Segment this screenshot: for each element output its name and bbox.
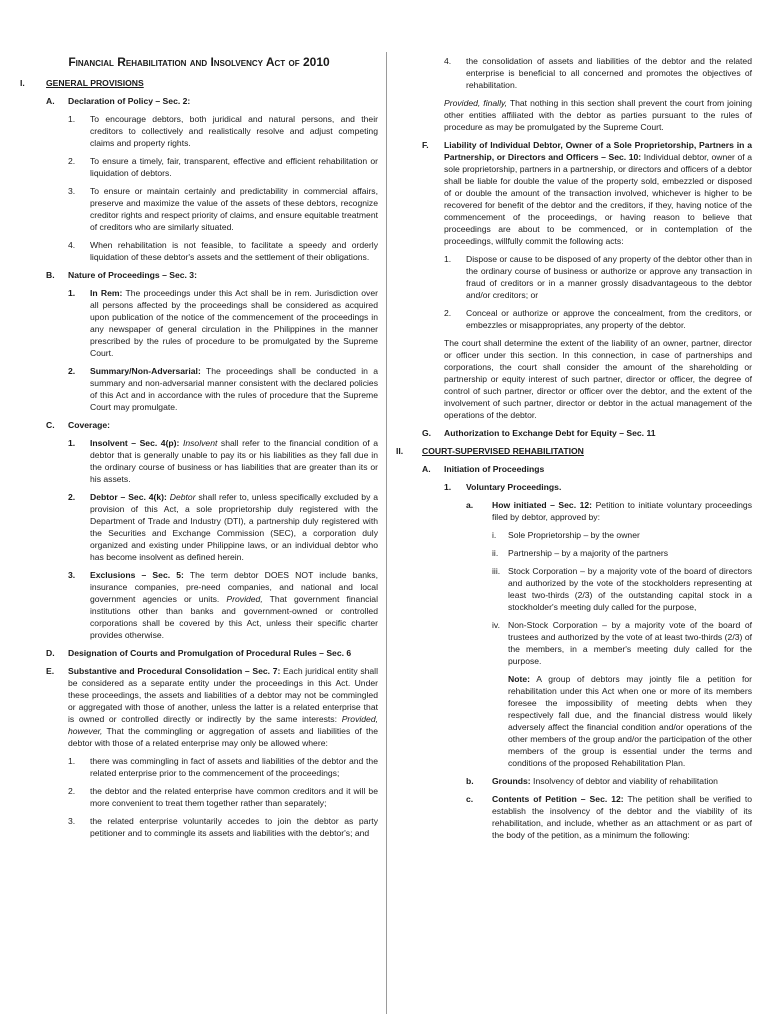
sub-item — [396, 547, 752, 559]
list-item-in-rem — [20, 287, 378, 359]
paragraph-text: Each juridical entity shall be considered as a separate entity under the proceedings in this Act. Under these proceedings, the assets and liabilities of a debtor may not be commingled or aggregated with those of another, unless the latter is a related enterprise that is owned or controlled directly or indirectly by the same interests: — [68, 666, 378, 724]
section-number: I. — [20, 78, 25, 88]
heading-letter: E. — [46, 666, 55, 676]
item-lead: In Rem: — [90, 288, 123, 298]
item-term: Insolvent — [182, 438, 218, 448]
list-item-exclusions — [20, 569, 378, 641]
sub-item — [396, 529, 752, 541]
item-text: The term debtor DOES NOT include banks, insurance companies, pre-need companies, and national and local government agencies or units. — [90, 570, 378, 604]
item-number: 2. — [68, 492, 76, 502]
list-item — [396, 55, 752, 91]
item-text: To encourage debtors, both juridical and natural persons, and their creditors to collectively and realistically resolve and adjust competing claims and property rights. — [90, 114, 378, 148]
item-text: shall refer to, unless specifically excluded by a provision of this Act, a sole proprietorship duly registered with the Department of Trade and Industry (DTI), a partnership duly registered with the Securities and Exchange Commission (SEC), a corporation duly organized and existing under Philippine laws, or an individual debtor who has become insolvent as defined herein. — [90, 492, 379, 562]
heading-coverage — [20, 419, 378, 431]
proviso-paragraph — [444, 97, 752, 133]
note-paragraph — [508, 673, 752, 769]
list-item-summary — [20, 365, 378, 413]
item-number: 4. — [444, 56, 452, 66]
list-item — [396, 253, 752, 301]
item-grounds — [396, 775, 752, 787]
item-number: 3. — [68, 186, 76, 196]
heading-letter: C. — [46, 420, 55, 430]
heading-debt-for-equity — [396, 427, 752, 439]
item-lead: Exclusions – Sec. 5: — [90, 570, 184, 580]
list-item — [20, 185, 378, 233]
item-text: To ensure or maintain certainly and predictability in commercial affairs, preserve and maximize the value of the assets of these debtors, recognize creditor rights and respect priority of claims, and ensure equitable treatment of creditors who are similarly situated. — [90, 186, 378, 232]
heading-text: Nature of Proceedings – Sec. 3: — [68, 270, 197, 280]
list-item — [396, 307, 752, 331]
item-number: 2. — [68, 786, 76, 796]
sub-item-text: Non-Stock Corporation – by a majority vote of the board of trustees and authorized by the vote of at least two-thirds (2/3) of the members, in a member's meeting duly called for the purpose. — [508, 620, 752, 666]
list-item — [20, 815, 378, 839]
heading-text: Coverage: — [68, 420, 111, 430]
item-heading: Voluntary Proceedings. — [466, 482, 562, 492]
sub-item-numeral: iv. — [492, 620, 500, 630]
sub-item — [396, 565, 752, 613]
item-letter: b. — [466, 776, 474, 786]
section-general-provisions — [20, 77, 378, 89]
proviso-text: That nothing in this section shall prevent the court from joining other entities affiliated with the debtor as parties pursuant to the rules of procedure as may be promulgated by the Supreme Court. — [444, 98, 752, 132]
list-item — [20, 113, 378, 149]
item-number: 1. — [68, 114, 76, 124]
item-text: the consolidation of assets and liabilities of the debtor and the related enterprise is beneficial to all concerned and promotes the objectives of rehabilitation. — [466, 56, 752, 90]
sub-item-text: Stock Corporation – by a majority vote of the board of directors and authorized by the vote of the stockholders representing at least two-thirds (2/3) of the outstanding capital stock in a stockholder's meeting duly called for the purpose, — [508, 566, 752, 612]
column-divider — [386, 52, 387, 1014]
list-item — [20, 785, 378, 809]
paragraph-proviso: Provided, however, — [68, 714, 379, 736]
heading-declaration-of-policy — [20, 95, 378, 107]
item-text: Dispose or cause to be disposed of any property of the debtor other than in the ordinary course of business or authorize or approve any transaction in fraud of creditors or in a manner grossly disadvantageous to the debtor and/or creditors; or — [466, 254, 752, 300]
heading-letter: F. — [422, 140, 429, 150]
paragraph-text: Individual debtor, owner of a sole proprietorship, partners in a partnership, or directors and officers of a debtor shall be liable for double the value of the property sold, embezzled or disposed of or double the amount of the transaction involved, whichever is higher to be recovered for benefit of the debtor and the creditors, if they, having notice of the commencement of the proceedings, or having reason to believe that proceedings are about to be commenced, or in contemplation of the proceedings, willfully commit the following acts: — [444, 152, 752, 246]
heading-nature-of-proceedings — [20, 269, 378, 281]
heading-text: Authorization to Exchange Debt for Equity – Sec. 11 — [444, 428, 656, 438]
item-text: the debtor and the related enterprise have common creditors and it will be more convenient to treat them together rather than separately; — [90, 786, 378, 808]
heading-letter: B. — [46, 270, 55, 280]
section-heading: GENERAL PROVISIONS — [46, 78, 144, 88]
item-number: 2. — [68, 156, 76, 166]
item-number: 1. — [444, 254, 452, 264]
item-term: Debtor — [169, 492, 196, 502]
list-item — [20, 755, 378, 779]
heading-text: Liability of Individual Debtor, Owner of a Sole Proprietorship, Partners in a Partnership, or Directors and Officers – Sec. 10: — [444, 140, 752, 162]
item-letter: c. — [466, 794, 474, 804]
section-court-supervised-rehabilitation — [396, 445, 752, 457]
left-column — [20, 55, 378, 845]
closing-paragraph: The court shall determine the extent of the liability of an owner, partner, director or officer under this section. In this connection, in case of partnerships and corporations, the court shall consider the amount of the shareholding or partnership or equity interest of such partner, director or officer, the degree of control of such partner, director or officer over the debtor, and the extent of the involvement of such partner, director or debtor in the actual management of the operations of the debtor. — [444, 338, 752, 420]
heading-text: Substantive and Procedural Consolidation – Sec. 7: — [68, 666, 281, 676]
heading-designation-of-courts — [20, 647, 378, 659]
item-text: The proceedings shall be conducted in a summary and non-adversarial manner consistent with the declared policies of this Act and in accordance with the rules of procedure that the Supreme Court may promulgate. — [90, 366, 378, 412]
sub-item-numeral: i. — [492, 530, 497, 540]
list-item — [20, 239, 378, 263]
proviso-lead: Provided, finally, — [444, 98, 508, 108]
section-number: II. — [396, 446, 404, 456]
item-number: 4. — [68, 240, 76, 250]
item-text: Petition to initiate voluntary proceedings filed by debtor, approved by: — [492, 500, 752, 522]
document-title: Financial Rehabilitation and Insolvency Act of 2010 — [68, 55, 330, 69]
heading-letter: G. — [422, 428, 432, 438]
heading-letter: A. — [46, 96, 55, 106]
item-text-continued: That government financial institutions other than banks and government-owned or controlled corporations shall be covered by this Act, unless their specific charter provides otherwise. — [90, 594, 378, 640]
paragraph-text-continued: That the commingling or aggregation of assets and liabilities of the debtor with those of a related enterprise may only be allowed where: — [68, 726, 378, 748]
list-item-insolvent — [20, 437, 378, 485]
heading-letter: D. — [46, 648, 55, 658]
item-text: the related enterprise voluntarily accedes to join the debtor as party petitioner and to commingle its assets and liabilities with the debtor's; and — [90, 816, 378, 838]
heading-individual-liability — [396, 139, 752, 247]
note-lead: Note: — [508, 674, 530, 684]
item-text: To ensure a timely, fair, transparent, effective and efficient rehabilitation or liquidation of debtors. — [90, 156, 378, 178]
item-contents-of-petition — [396, 793, 752, 841]
list-item-debtor — [20, 491, 378, 563]
item-text: When rehabilitation is not feasible, to facilitate a speedy and orderly liquidation of these debtor's assets and the settlement of their obligations. — [90, 240, 378, 262]
item-text: The proceedings under this Act shall be in rem. Jurisdiction over all persons affected by the proceedings shall be considered as acquired upon publication of the notice of the commencement of the proceedings in any newspaper of general circulation in the Philippines in the manner prescribed by the rules of procedure to be promulgated by the Supreme Court. — [90, 288, 378, 358]
item-text: shall refer to the financial condition of a debtor that is generally unable to pay its or his liabilities as they fall due in the ordinary course of business or has liabilities that are greater than its or his assets. — [90, 438, 379, 484]
right-column — [396, 55, 752, 847]
heading-consolidation — [20, 665, 378, 749]
section-heading: COURT-SUPERVISED REHABILITATION — [422, 446, 584, 456]
item-number: 1. — [68, 438, 76, 448]
item-text: The petition shall be verified to establish the insolvency of the debtor and the viability of its rehabilitation, and include, whether as an attachment or as part of the body of the petition, as a minimum the following: — [492, 794, 752, 840]
heading-text: Initiation of Proceedings — [444, 464, 545, 474]
item-lead: Contents of Petition – Sec. 12: — [492, 794, 624, 804]
sub-item-text: Partnership – by a majority of the partners — [508, 548, 669, 558]
heading-text: Declaration of Policy – Sec. 2: — [68, 96, 191, 106]
item-number: 2. — [68, 366, 76, 376]
note-text: A group of debtors may jointly file a petition for rehabilitation under this Act when one or more of its members foresee the impossibility of meeting debts when they respectively fall due, and the financial distress would likely adversely affect the financial condition and/or operations of the other members of the group and/or the participation of the other members of the group is essential under the terms and conditions of the proposed Rehabilitation Plan. — [508, 674, 752, 768]
item-text: Insolvency of debtor and viability of rehabilitation — [530, 776, 718, 786]
item-lead: Debtor – Sec. 4(k): — [90, 492, 167, 502]
item-number: 2. — [444, 308, 452, 318]
sub-item-text: Sole Proprietorship – by the owner — [508, 530, 640, 540]
item-number: 1. — [68, 756, 76, 766]
sub-item-numeral: ii. — [492, 548, 499, 558]
heading-initiation — [396, 463, 752, 475]
item-number: 3. — [68, 816, 76, 826]
sub-item-numeral: iii. — [492, 566, 501, 576]
item-lead: Summary/Non-Adversarial: — [90, 366, 201, 376]
item-how-initiated — [396, 499, 752, 523]
heading-letter: A. — [422, 464, 431, 474]
heading-voluntary-proceedings — [396, 481, 752, 493]
item-text: Conceal or authorize or approve the concealment, from the creditors, or embezzles or misappropriates, any property of the debtor. — [466, 308, 752, 330]
heading-text: Designation of Courts and Promulgation of Procedural Rules – Sec. 6 — [68, 648, 352, 658]
item-number: 3. — [68, 570, 76, 580]
item-letter: a. — [466, 500, 474, 510]
sub-item — [396, 619, 752, 667]
item-lead: Grounds: — [492, 776, 531, 786]
item-lead: How initiated – Sec. 12: — [492, 500, 593, 510]
item-text: there was commingling in fact of assets and liabilities of the debtor and the related enterprise prior to the commencement of the proceedings; — [90, 756, 378, 778]
item-lead: Insolvent – Sec. 4(p): — [90, 438, 180, 448]
list-item — [20, 155, 378, 179]
item-number: 1. — [68, 288, 76, 298]
item-proviso: Provided, — [226, 594, 263, 604]
item-number: 1. — [444, 482, 452, 492]
